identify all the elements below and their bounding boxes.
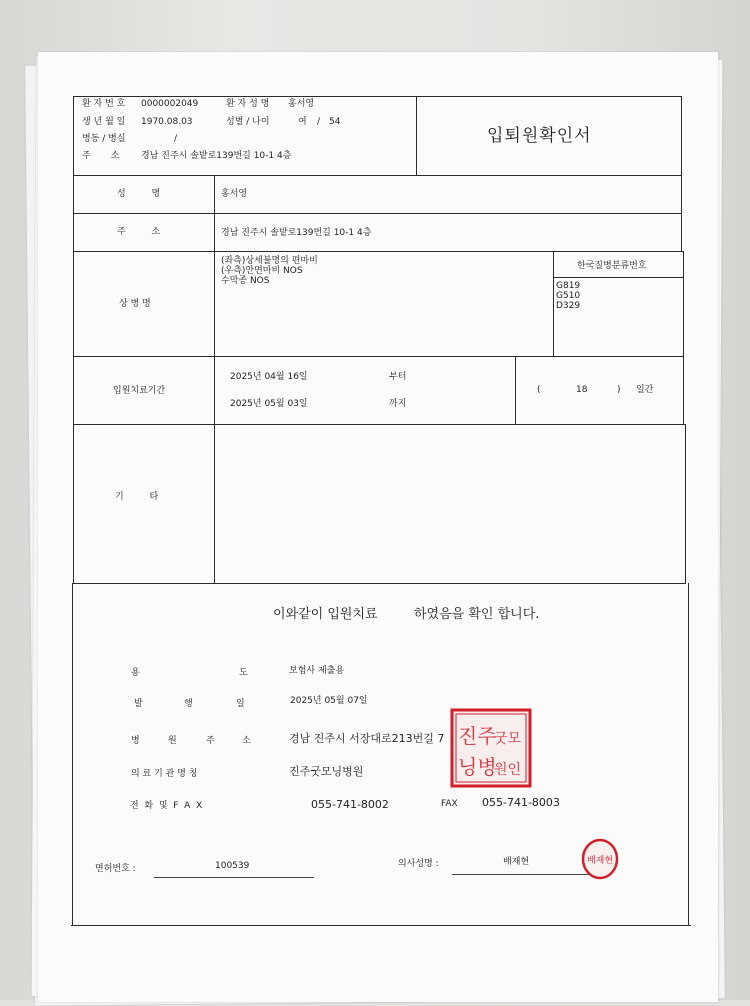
other-label: 기 타 xyxy=(115,492,159,502)
doctor-seal-text: 배재현 xyxy=(586,856,614,866)
issue-label-char1: 발 xyxy=(134,699,143,709)
line-kcd-header xyxy=(553,277,683,278)
hospital-seal-text-2: 굿모 xyxy=(494,731,522,747)
hosp-addr-label-char3: 주 xyxy=(206,736,215,746)
frame-right-line-d xyxy=(688,583,689,925)
period-to: 까지 xyxy=(389,399,407,409)
frame-right-line-b xyxy=(683,251,684,424)
license-underline xyxy=(154,877,314,878)
document-title: 입퇴원확인서 xyxy=(487,126,592,146)
hospital-seal xyxy=(450,708,532,788)
fax-number: 055-741-8003 xyxy=(482,796,560,809)
line-row2 xyxy=(73,213,682,214)
name-row-label: 성 명 xyxy=(117,189,161,199)
sex-age-label: 성별 / 나이 xyxy=(226,117,270,127)
line-row4 xyxy=(73,356,684,357)
line-kcd-column xyxy=(553,251,554,356)
confirm-sentence-part1: 이와같이 입원치료 xyxy=(273,607,378,622)
line-label-column xyxy=(214,175,215,583)
period-from: 부터 xyxy=(389,372,407,382)
issue-label-char2: 행 xyxy=(184,699,193,709)
ward-separator: / xyxy=(174,134,178,144)
days-close-paren: ) xyxy=(617,385,621,395)
age-value: 54 xyxy=(329,117,341,127)
kcd-header: 한국질병분류번호 xyxy=(577,261,647,271)
frame-right-line-c xyxy=(685,424,686,583)
sex-age-separator: / xyxy=(317,117,321,127)
hospital-address: 경남 진주시 서장대로213번길 7 xyxy=(289,732,445,745)
doctor-name: 배재현 xyxy=(503,857,530,867)
sex-value: 여 xyxy=(298,117,307,127)
diagnosis-item-3: 수막종 NOS xyxy=(221,276,270,286)
address-label-header: 주 소 xyxy=(82,151,120,161)
kcd-code-3: D329 xyxy=(556,301,581,311)
frame-left-line-lower xyxy=(72,583,73,925)
patient-no-label: 환 자 번 호 xyxy=(82,99,126,109)
hosp-addr-label-char1: 병 xyxy=(131,736,140,746)
diagnosis-label: 상 병 명 xyxy=(119,299,151,309)
purpose-label-char2: 도 xyxy=(239,668,248,678)
purpose-label-char1: 용 xyxy=(131,668,140,678)
period-end: 2025년 05월 03일 xyxy=(230,399,308,409)
patient-no: 0000002049 xyxy=(141,99,199,109)
name-row-value: 홍서영 xyxy=(221,189,248,199)
days-count: 18 xyxy=(576,385,588,395)
diagnosis-item-2: (우측)안면마비 NOS xyxy=(221,266,303,276)
hospital-seal-text-1: 진주 xyxy=(458,724,497,748)
frame-left-line xyxy=(73,96,74,583)
frame-bottom-line xyxy=(71,925,691,926)
confirm-sentence-part2: 하였음을 확인 합니다. xyxy=(414,607,540,622)
phone-number: 055-741-8002 xyxy=(311,798,389,811)
period-label: 입원치료기간 xyxy=(113,386,166,396)
hospital-seal-text-3: 닝병 xyxy=(458,755,497,779)
line-row5 xyxy=(73,424,685,425)
doctor-underline xyxy=(452,874,592,875)
doctor-label: 의사성명 : xyxy=(398,859,439,869)
ward-label: 병동 / 병실 xyxy=(82,134,126,144)
license-label: 면허번호 : xyxy=(95,864,136,874)
fax-label: FAX xyxy=(441,799,458,809)
hosp-addr-label-char4: 소 xyxy=(242,736,251,746)
institution-name: 진주굿모닝병원 xyxy=(289,765,364,778)
hospital-seal-text-4: 원인 xyxy=(494,762,522,778)
line-row6 xyxy=(73,583,686,584)
patient-name: 홍서영 xyxy=(288,99,315,109)
address-row-label: 주 소 xyxy=(117,227,161,237)
phone-fax-label: 전 화 및 F A X xyxy=(130,801,203,811)
diagnosis-item-1: (좌측)상세불명의 편마비 xyxy=(221,256,318,266)
line-row1 xyxy=(73,175,682,176)
issue-date: 2025년 05월 07일 xyxy=(290,696,368,706)
institution-label: 의 료 기 관 명 칭 xyxy=(131,769,198,779)
line-days-column xyxy=(515,356,516,424)
line-title-divider xyxy=(416,96,417,175)
hosp-addr-label-char2: 원 xyxy=(168,736,177,746)
line-row3 xyxy=(73,251,683,252)
frame-right-line-a xyxy=(681,96,682,251)
address-header: 경남 진주시 솔밭로139번길 10-1 4층 xyxy=(141,151,292,161)
days-unit: 일간 xyxy=(636,385,654,395)
issue-label-char3: 일 xyxy=(236,699,245,709)
birth-label: 생 년 월 일 xyxy=(82,117,126,127)
frame-top-line xyxy=(73,96,681,97)
doctor-seal xyxy=(580,838,620,880)
license-number: 100539 xyxy=(215,861,250,871)
kcd-code-1: G819 xyxy=(556,281,581,291)
purpose-value: 보험사 제출용 xyxy=(289,666,345,676)
patient-name-label: 환 자 성 명 xyxy=(226,99,270,109)
address-row-value: 경남 진주시 솔밭로139번길 10-1 4층 xyxy=(221,228,372,238)
period-start: 2025년 04월 16일 xyxy=(230,372,308,382)
birth-date: 1970.08.03 xyxy=(141,117,193,127)
days-open-paren: ( xyxy=(537,385,541,395)
kcd-code-2: G510 xyxy=(556,291,581,301)
